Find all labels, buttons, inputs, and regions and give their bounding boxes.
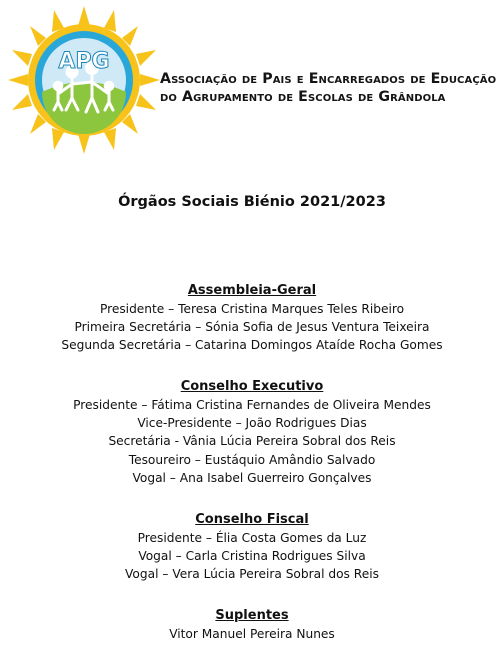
section-heading: Assembleia-Geral	[187, 283, 317, 298]
section-heading: Conselho Executivo	[180, 379, 324, 394]
organization-name	[160, 70, 496, 106]
member-line: Primeira Secretária – Sónia Sofia de Jesus Ventura Teixeira	[74, 320, 430, 335]
section-heading: Conselho Fiscal	[195, 512, 309, 527]
member-line: Vitor Manuel Pereira Nunes	[169, 627, 335, 641]
apg-logo	[8, 6, 160, 154]
member-line: Vogal – Ana Isabel Guerreiro Gonçalves	[132, 470, 372, 485]
member-line: Vogal – Vera Lúcia Pereira Sobral dos Reis	[125, 567, 379, 582]
member-line: Segunda Secretária – Catarina Domingos Ataíde Rocha Gomes	[61, 338, 443, 353]
member-line: Presidente – Teresa Cristina Marques Teles Ribeiro	[99, 302, 405, 316]
member-line: Vogal – Carla Cristina Rodrigues Silva	[138, 549, 366, 564]
section-assembleia-geral	[0, 282, 504, 355]
document-title: Órgãos Sociais Biénio 2021/2023	[118, 194, 386, 210]
organization-name-line1: Associação de Pais e Encarregados de Educação	[160, 71, 497, 87]
member-line: Vice-Presidente – João Rodrigues Dias	[137, 416, 367, 431]
member-line: Tesoureiro – Eustáquio Amândio Salvado	[128, 452, 376, 467]
member-line: Presidente – Élia Costa Gomes da Luz	[137, 531, 367, 545]
section-conselho-executivo	[0, 378, 504, 487]
section-suplentes	[0, 607, 504, 643]
section-heading: Suplentes	[215, 608, 289, 623]
section-conselho-fiscal	[0, 511, 504, 584]
member-line: Secretária - Vânia Lúcia Pereira Sobral dos Reis	[108, 434, 396, 449]
member-line: Presidente – Fátima Cristina Fernandes de Oliveira Mendes	[73, 398, 431, 412]
organization-name-line2: do Agrupamento de Escolas de Grândola	[160, 89, 446, 105]
logo-text: APG	[58, 49, 110, 74]
